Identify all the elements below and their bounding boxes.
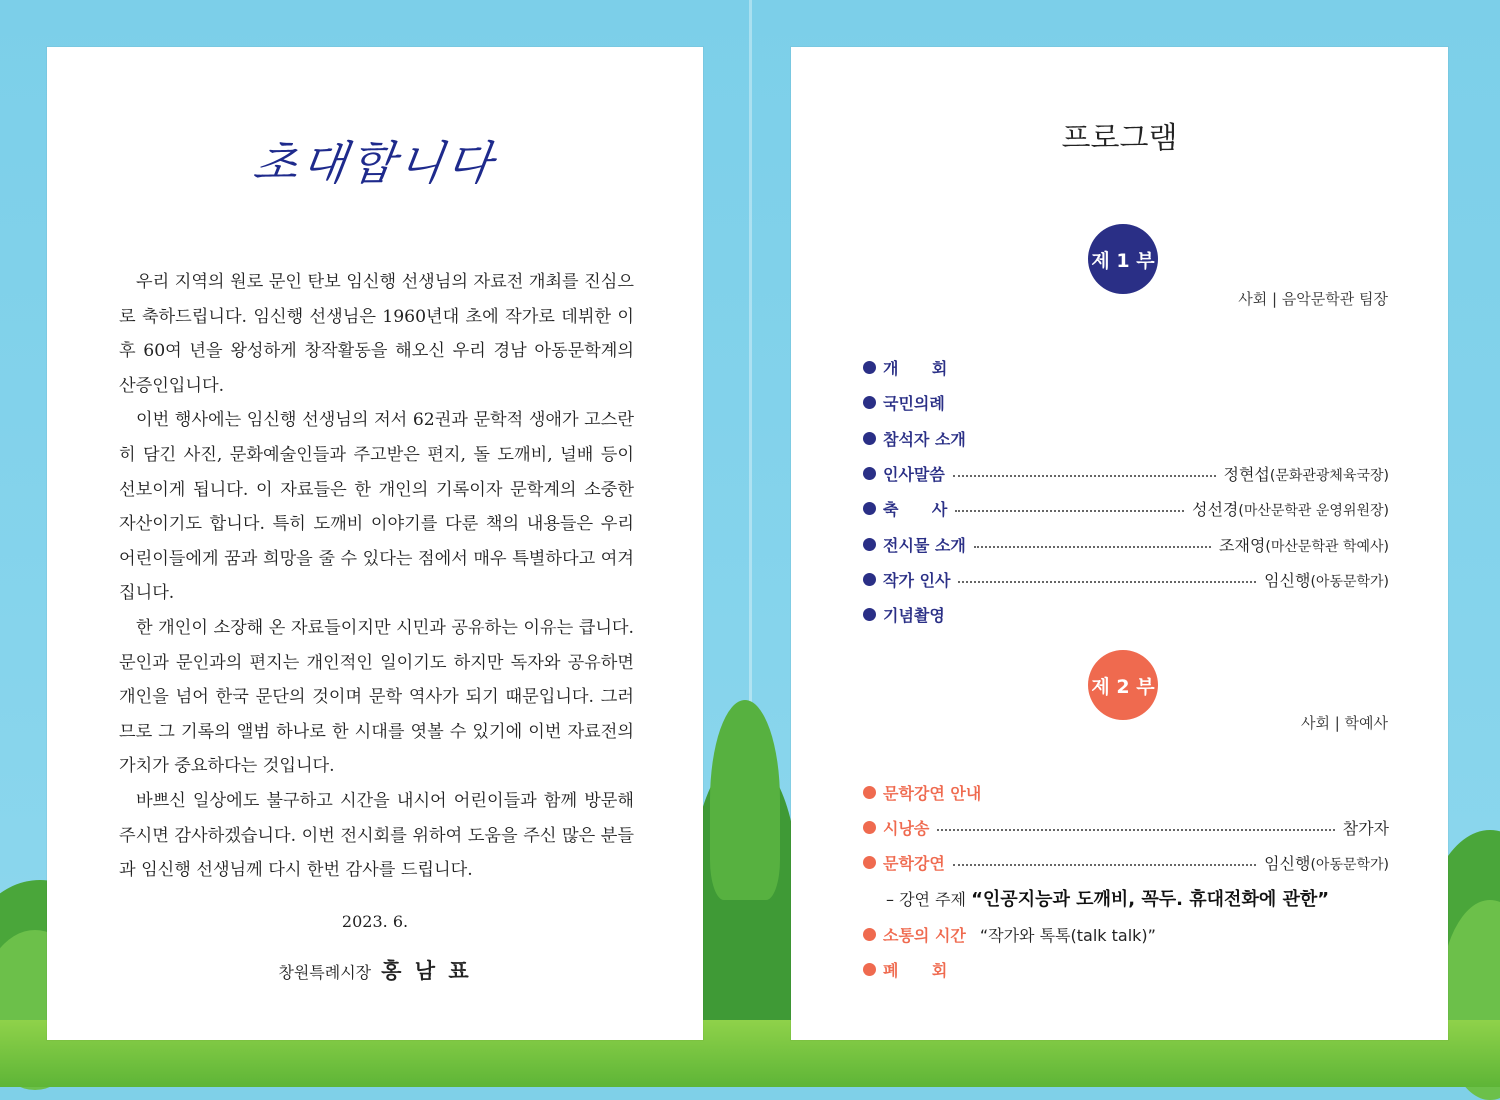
letter-paragraph: 우리 지역의 원로 문인 탄보 임신행 선생님의 자료전 개최를 진심으로 축하드립니다. 임신행 선생님은 1960년대 초에 작가로 데뷔한 이후 60여 년을 왕성하게 창작활동을 해오신 우리 경남 아동문학계의 산증인입니다. — [119, 272, 634, 396]
program-item-label: 인사말씀 — [883, 464, 945, 484]
signer-name: 홍 남 표 — [381, 958, 472, 983]
bullet-icon — [863, 608, 876, 621]
dotted-leader — [953, 864, 1256, 866]
program-item-label: 참석자 소개 — [883, 429, 966, 449]
bullet-icon — [863, 396, 876, 409]
program-item-label: 시낭송 — [883, 818, 930, 838]
program-item-label: 기념촬영 — [883, 605, 945, 625]
letter-paragraph: 한 개인이 소장해 온 자료들이지만 시민과 공유하는 이유는 큽니다. 문인과 문인과의 편지는 개인적인 일이기도 하지만 독자와 공유하면 개인을 넘어 한국 문단의 것이며 문학 역사가 되기 때문입니다. 그러므로 그 기록의 앨범 하나로 한 시대를 엿볼 수 있기에 이번 자료전의 가치가 중요하다는 것입니다. — [119, 617, 634, 777]
dotted-leader — [974, 546, 1211, 548]
program-item-label: 개 회 — [883, 358, 948, 378]
program-item — [863, 495, 1389, 521]
invitation-title: 초대합니다 — [249, 136, 500, 190]
program-item-label: 작가 인사 — [883, 570, 951, 590]
bullet-icon — [863, 467, 876, 480]
program-item-label: 소통의 시간 — [883, 925, 966, 945]
program-item-label: 축 사 — [883, 499, 948, 519]
bullet-icon — [863, 928, 876, 941]
part1-badge: 제 1 부 — [1088, 224, 1158, 294]
program-item — [863, 531, 1389, 557]
program-item-person: 임신행(아동문학가) — [1264, 570, 1389, 590]
program-item — [863, 779, 1389, 805]
program-item-person: 참가자 — [1342, 818, 1389, 838]
program-item — [863, 389, 1389, 415]
bullet-icon — [863, 786, 876, 799]
letter-date: 2023. 6. — [341, 912, 409, 931]
bullet-icon — [863, 502, 876, 515]
program-item-person: 임신행(아동문학가) — [1264, 853, 1389, 873]
program-item — [863, 849, 1389, 875]
dotted-leader — [937, 829, 1334, 831]
program-item-person: 조재영(마산문학관 학예사) — [1219, 535, 1389, 555]
program-item — [863, 601, 1389, 627]
signer-title: 창원특례시장 — [278, 963, 372, 982]
program-item-person: 성선경(마산문학관 운영위원장) — [1192, 499, 1389, 519]
part1-host: 사회 | 음악문학관 팀장 — [1238, 290, 1388, 308]
bullet-icon — [863, 538, 876, 551]
bullet-icon — [863, 432, 876, 445]
dotted-leader — [958, 581, 1256, 583]
lecture-topic: – 강연 주제 “인공지능과 도깨비, 꼭두. 휴대전화에 관한” — [886, 889, 1330, 910]
program-item — [863, 956, 1389, 982]
invitation-letter — [119, 265, 634, 888]
part2-host: 사회 | 학예사 — [1300, 714, 1388, 732]
program-item — [863, 354, 1389, 380]
program-item-label: 폐 회 — [883, 960, 948, 980]
program-item — [863, 425, 1389, 451]
program-title: 프로그램 — [1061, 121, 1178, 156]
part2-badge: 제 2 부 — [1088, 650, 1158, 720]
bullet-icon — [863, 963, 876, 976]
program-item — [863, 460, 1389, 486]
program-item — [863, 814, 1389, 840]
bullet-icon — [863, 361, 876, 374]
program-item — [863, 921, 1389, 947]
dotted-leader — [953, 475, 1216, 477]
program-page — [791, 47, 1448, 1040]
program-item — [863, 566, 1389, 592]
program-item-note: “작가와 톡톡(talk talk)” — [979, 925, 1156, 945]
dotted-leader — [955, 510, 1184, 512]
program-item-label: 국민의례 — [883, 393, 945, 413]
bullet-icon — [863, 856, 876, 869]
signature — [47, 955, 703, 985]
program-item-label: 문학강연 — [883, 853, 945, 873]
program-item-person: 정현섭(문화관광체육국장) — [1223, 464, 1389, 484]
invitation-page — [47, 47, 703, 1040]
letter-paragraph: 이번 행사에는 임신행 선생님의 저서 62권과 문학적 생애가 고스란히 담긴 사진, 문화예술인들과 주고받은 편지, 돌 도깨비, 널배 등이 선보이게 됩니다. 이 자료들은 한 개인의 기록이자 문학계의 소중한 자산이기도 합니다. 특히 도깨비 이야기를 다룬 책의 내용들은 우리 어린이들에게 꿈과 희망을 줄 수 있다는 점에서 매우 특별하다고 여겨집니다. — [119, 410, 634, 604]
program-item-label: 문학강연 안내 — [883, 783, 982, 803]
program-item-label: 전시물 소개 — [883, 535, 966, 555]
letter-paragraph: 바쁘신 일상에도 불구하고 시간을 내시어 어린이들과 함께 방문해 주시면 감사하겠습니다. 이번 전시회를 위하여 도움을 주신 많은 분들과 임신행 선생님께 다시 한번 감사를 드립니다. — [119, 790, 634, 881]
bullet-icon — [863, 821, 876, 834]
bullet-icon — [863, 573, 876, 586]
